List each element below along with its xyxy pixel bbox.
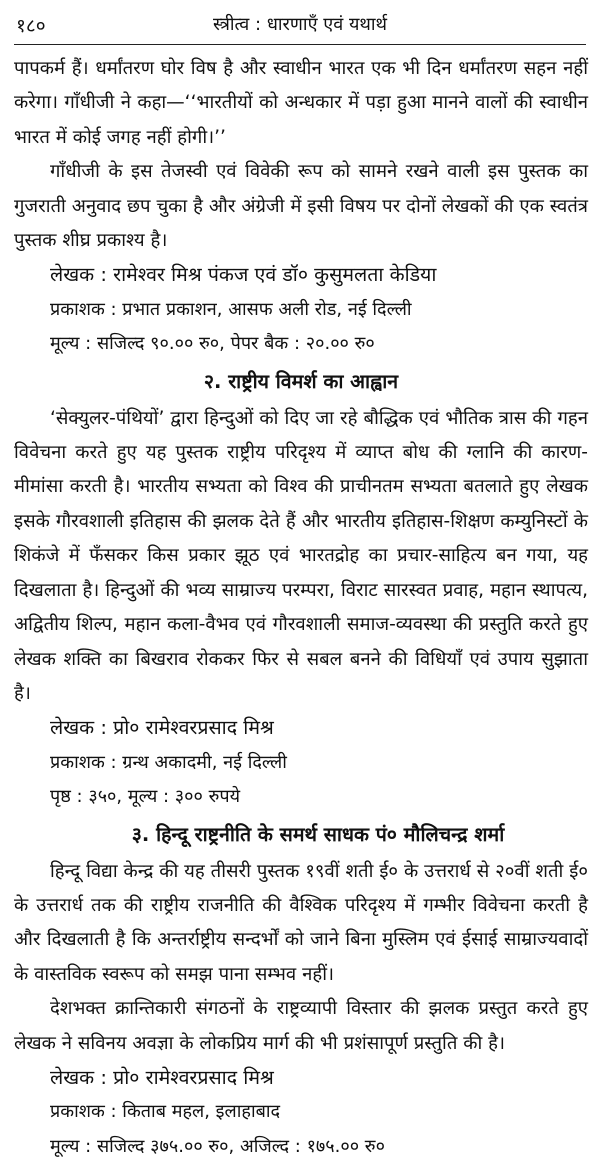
intro-publisher: प्रकाशक : प्रभात प्रकाशन, आसफ अली रोड, नई दिल्ली (50, 298, 412, 320)
page-header (14, 8, 586, 42)
header-rule (14, 44, 586, 45)
section-2-publisher: प्रकाशक : ग्रन्थ अकादमी, नई दिल्ली (50, 751, 287, 773)
intro-price: मूल्य : सजिल्द ९०.०० रु०, पेपर बैक : २०.०० रु० (50, 333, 375, 355)
section-3-heading: ३. हिन्दू राष्ट्रनीति के समर्थ साधक पं० मौलिचन्द्र शर्मा (131, 822, 505, 846)
section-2-paragraph: ‘सेक्युलर-पंथियों’ द्वारा हिन्दुओं को दिए जा रहे बौद्धिक एवं भौतिक त्रास की गहन विवेचना करते हुए यह पुस्तक राष्ट्रीय परिदृश्य में व्याप्त बोध की ग्लानि की कारण-मीमांसा करती है। भारतीय सभ्यता को विश्व की प्राचीनतम सभ्यता बतलाते हुए लेखक इसके गौरवशाली इतिहास की झलक देते हैं और भारतीय इतिहास-शिक्षण कम्युनिस्टों के शिकंजे में फँसकर किस प्रकार झूठ एवं भारतद्रोह का प्रचार-साहित्य बन गया, यह दिखलाता है। हिन्दुओं की भव्य साम्राज्य परम्परा, विराट सारस्वत प्रवाह, महान स्थापत्य, अद्वितीय शिल्प, महान कला-वैभव एवं गौरवशाली समाज-व्यवस्था की प्रस्तुति करते हुए लेखक शक्ति का बिखराव रोककर फिर से सबल बनने की विधियाँ एवं उपाय सुझाता है। (14, 407, 588, 704)
section-2-heading: २. राष्ट्रीय विमर्श का आह्वान (203, 369, 399, 393)
running-title: स्त्रीत्व : धारणाएँ एवं यथार्थ (212, 14, 388, 35)
intro-paragraph-2: गाँधीजी के इस तेजस्वी एवं विवेकी रूप को सामने रखने वाली इस पुस्तक का गुजराती अनुवाद छप चुका है और अंग्रेजी में इसी विषय पर दोनों लेखकों की एक स्वतंत्र पुस्तक शीघ्र प्रकाश्य है। (14, 161, 588, 252)
section-2-pages-price: पृष्ठ : ३५०, मूल्य : ३०० रुपये (50, 786, 241, 808)
section-3-paragraph-2: देशभक्त क्रान्तिकारी संगठनों के राष्ट्रव्यापी विस्तार की झलक प्रस्तुत करते हुए लेखक ने सविनय अवज्ञा के लोकप्रिय मार्ग की भी प्रशंसापूर्ण प्रस्तुति की है। (14, 998, 588, 1054)
intro-author: लेखक : रामेश्वर मिश्र पंकज एवं डॉ० कुसुमलता केडिया (50, 263, 437, 287)
page-number: १८० (16, 15, 46, 37)
section-3-price: मूल्य : सजिल्द ३७५.०० रु०, अजिल्द : १७५.०० रु० (50, 1135, 385, 1157)
section-3-author: लेखक : प्रो० रामेश्वरप्रसाद मिश्र (50, 1065, 274, 1089)
intro-paragraph-1: पापकर्म हैं। धर्मांतरण घोर विष है और स्वाधीन भारत एक भी दिन धर्मांतरण सहन नहीं करेगा। गाँधीजी ने कहा—‘‘भारतीयों को अन्धकार में पड़ा हुआ मानने वालों की स्वाधीन भारत में कोई जगह नहीं होगी।’’ (14, 58, 588, 148)
section-2-author: लेखक : प्रो० रामेश्वरप्रसाद मिश्र (50, 716, 274, 740)
section-3-paragraph-1: हिन्दू विद्या केन्द्र की यह तीसरी पुस्तक १९वीं शती ई० के उत्तरार्ध से २०वीं शती ई० के उत्तरार्ध तक की राष्ट्रीय राजनीति की वैश्विक परिदृश्य में गम्भीर विवेचना करती है और दिखलाती है कि अन्तर्राष्ट्रीय सन्दर्भों को जाने बिना मुस्लिम एवं ईसाई साम्राज्यवादों के वास्तविक स्वरूप को समझ पाना सम्भव नहीं। (14, 860, 588, 985)
page-body (14, 52, 588, 1164)
section-3-publisher: प्रकाशक : किताब महल, इलाहाबाद (50, 1101, 281, 1123)
